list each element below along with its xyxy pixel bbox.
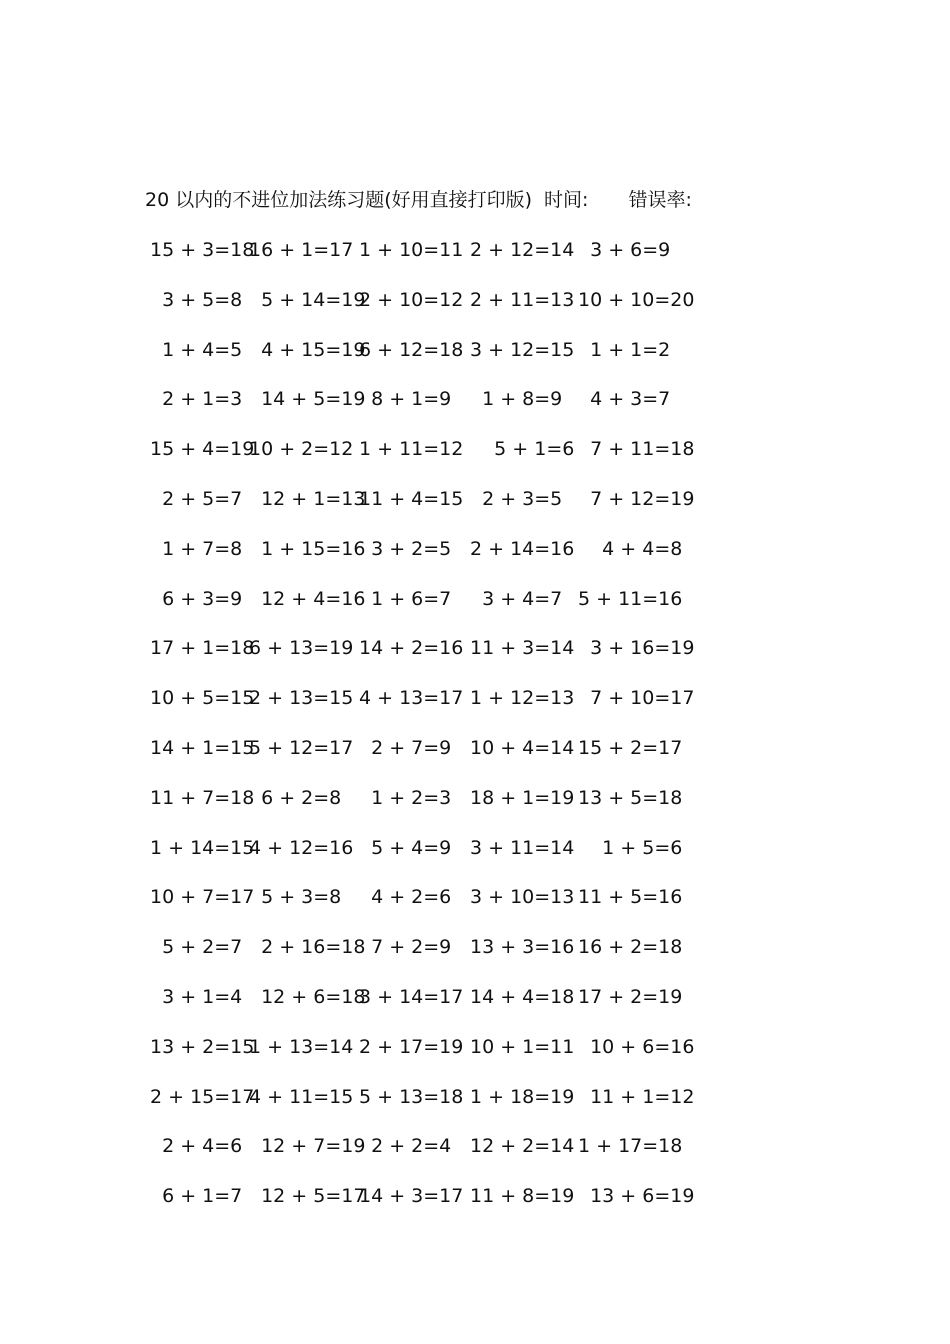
addition-problem: 13 + 6=19 [578, 1185, 695, 1208]
addition-problem: 2 + 4=6 [150, 1135, 243, 1158]
addition-problem: 6 + 3=9 [150, 587, 243, 610]
addition-problem: 16 + 2=18 [578, 936, 683, 959]
addition-problem: 17 + 2=19 [578, 985, 683, 1008]
addition-problem: 15 + 3=18 [150, 239, 255, 261]
addition-problem: 12 + 4=16 [249, 587, 366, 610]
problem-row [145, 286, 705, 336]
problem-row [145, 834, 705, 884]
addition-problem: 12 + 6=18 [249, 985, 366, 1008]
addition-problem: 1 + 1=2 [578, 338, 671, 361]
addition-problem: 3 + 4=7 [470, 587, 563, 610]
addition-problem: 5 + 12=17 [249, 736, 354, 759]
addition-problem: 3 + 16=19 [578, 637, 695, 660]
addition-problem: 12 + 1=13 [249, 487, 366, 510]
problem-row [145, 1033, 705, 1083]
problem-row [145, 784, 705, 834]
problem-row [145, 634, 705, 684]
addition-problem: 4 + 13=17 [359, 687, 464, 710]
addition-problem: 11 + 7=18 [150, 786, 255, 809]
addition-problem: 1 + 13=14 [249, 1035, 354, 1058]
addition-problem: 7 + 12=19 [578, 487, 695, 510]
addition-problem: 1 + 2=3 [359, 786, 452, 809]
addition-problem: 1 + 8=9 [470, 388, 563, 411]
problem-row [145, 1182, 705, 1232]
problem-row [145, 983, 705, 1033]
addition-problem: 4 + 12=16 [249, 836, 354, 859]
addition-problem: 3 + 10=13 [470, 886, 575, 909]
addition-problem: 6 + 13=19 [249, 637, 354, 660]
addition-problem: 15 + 2=17 [578, 736, 683, 759]
addition-problem: 18 + 1=19 [470, 786, 575, 809]
addition-problem: 3 + 2=5 [359, 537, 452, 560]
addition-problem: 15 + 4=19 [150, 438, 255, 461]
addition-problem: 3 + 12=15 [470, 338, 575, 361]
problem-row [145, 933, 705, 983]
addition-problem: 3 + 5=8 [150, 288, 243, 311]
addition-problem: 1 + 14=15 [150, 836, 255, 859]
problem-grid [145, 236, 705, 1232]
addition-problem: 2 + 3=5 [470, 487, 563, 510]
addition-problem: 3 + 1=4 [150, 985, 243, 1008]
addition-problem: 1 + 18=19 [470, 1085, 575, 1108]
addition-problem: 1 + 7=8 [150, 537, 243, 560]
addition-problem: 14 + 2=16 [359, 637, 464, 660]
addition-problem: 14 + 5=19 [249, 388, 366, 411]
problem-row [145, 385, 705, 435]
addition-problem: 11 + 3=14 [470, 637, 575, 660]
addition-problem: 11 + 1=12 [578, 1085, 695, 1108]
problem-row [145, 435, 705, 485]
addition-problem: 1 + 15=16 [249, 537, 366, 560]
addition-problem: 4 + 4=8 [578, 537, 683, 560]
addition-problem: 13 + 5=18 [578, 786, 683, 809]
addition-problem: 10 + 5=15 [150, 687, 255, 710]
addition-problem: 2 + 17=19 [359, 1035, 464, 1058]
addition-problem: 1 + 11=12 [359, 438, 464, 461]
addition-problem: 12 + 2=14 [470, 1135, 575, 1158]
addition-problem: 7 + 2=9 [359, 936, 452, 959]
addition-problem: 2 + 12=14 [470, 239, 575, 261]
addition-problem: 5 + 14=19 [249, 288, 366, 311]
addition-problem: 1 + 6=7 [359, 587, 452, 610]
addition-problem: 2 + 11=13 [470, 288, 575, 311]
addition-problem: 2 + 13=15 [249, 687, 354, 710]
addition-problem: 7 + 11=18 [578, 438, 695, 461]
problem-row [145, 336, 705, 386]
addition-problem: 2 + 7=9 [359, 736, 452, 759]
addition-problem: 2 + 5=7 [150, 487, 243, 510]
addition-problem: 2 + 10=12 [359, 288, 464, 311]
worksheet-header [145, 186, 692, 214]
addition-problem: 8 + 1=9 [359, 388, 452, 411]
addition-problem: 13 + 3=16 [470, 936, 575, 959]
problem-row [145, 535, 705, 585]
addition-problem: 1 + 12=13 [470, 687, 575, 710]
error-rate-label: 错误率: [628, 189, 692, 211]
problem-row [145, 734, 705, 784]
addition-problem: 5 + 1=6 [470, 438, 575, 461]
addition-problem: 4 + 2=6 [359, 886, 452, 909]
addition-problem: 11 + 8=19 [470, 1185, 575, 1208]
addition-problem: 10 + 6=16 [578, 1035, 695, 1058]
problem-row [145, 485, 705, 535]
addition-problem: 1 + 5=6 [578, 836, 683, 859]
addition-problem: 1 + 10=11 [359, 239, 464, 261]
problem-row [145, 883, 705, 933]
addition-problem: 11 + 5=16 [578, 886, 683, 909]
addition-problem: 5 + 11=16 [578, 587, 683, 610]
addition-problem: 14 + 4=18 [470, 985, 575, 1008]
addition-problem: 7 + 10=17 [578, 687, 695, 710]
addition-problem: 2 + 15=17 [150, 1085, 255, 1108]
addition-problem: 2 + 14=16 [470, 537, 575, 560]
addition-problem: 1 + 4=5 [150, 338, 243, 361]
addition-problem: 10 + 10=20 [578, 288, 695, 311]
addition-problem: 14 + 3=17 [359, 1185, 464, 1208]
addition-problem: 5 + 2=7 [150, 936, 243, 959]
addition-problem: 3 + 6=9 [578, 239, 671, 261]
problem-row [145, 1083, 705, 1133]
problem-row [145, 1132, 705, 1182]
addition-problem: 12 + 7=19 [249, 1135, 366, 1158]
time-label: 时间: [544, 189, 589, 211]
addition-problem: 4 + 3=7 [578, 388, 671, 411]
worksheet-title: 20 以内的不进位加法练习题(好用直接打印版) [145, 189, 533, 211]
addition-problem: 10 + 7=17 [150, 886, 255, 909]
addition-problem: 10 + 2=12 [249, 438, 354, 461]
addition-problem: 5 + 4=9 [359, 836, 452, 859]
addition-problem: 1 + 17=18 [578, 1135, 683, 1158]
addition-problem: 10 + 4=14 [470, 736, 575, 759]
addition-problem: 4 + 15=19 [249, 338, 366, 361]
problem-row [145, 684, 705, 734]
addition-problem: 5 + 3=8 [249, 886, 342, 909]
problem-row [145, 236, 705, 286]
addition-problem: 14 + 1=15 [150, 736, 255, 759]
addition-problem: 17 + 1=18 [150, 637, 255, 660]
addition-problem: 13 + 2=15 [150, 1035, 255, 1058]
problem-row [145, 585, 705, 635]
addition-problem: 4 + 11=15 [249, 1085, 354, 1108]
addition-problem: 10 + 1=11 [470, 1035, 575, 1058]
addition-problem: 3 + 14=17 [359, 985, 464, 1008]
addition-problem: 12 + 5=17 [249, 1185, 366, 1208]
addition-problem: 2 + 2=4 [359, 1135, 452, 1158]
addition-problem: 3 + 11=14 [470, 836, 575, 859]
addition-problem: 11 + 4=15 [359, 487, 464, 510]
addition-problem: 16 + 1=17 [249, 239, 354, 261]
addition-problem: 2 + 1=3 [150, 388, 243, 411]
addition-problem: 6 + 2=8 [249, 786, 342, 809]
addition-problem: 6 + 12=18 [359, 338, 464, 361]
addition-problem: 2 + 16=18 [249, 936, 366, 959]
addition-problem: 5 + 13=18 [359, 1085, 464, 1108]
addition-problem: 6 + 1=7 [150, 1185, 243, 1208]
